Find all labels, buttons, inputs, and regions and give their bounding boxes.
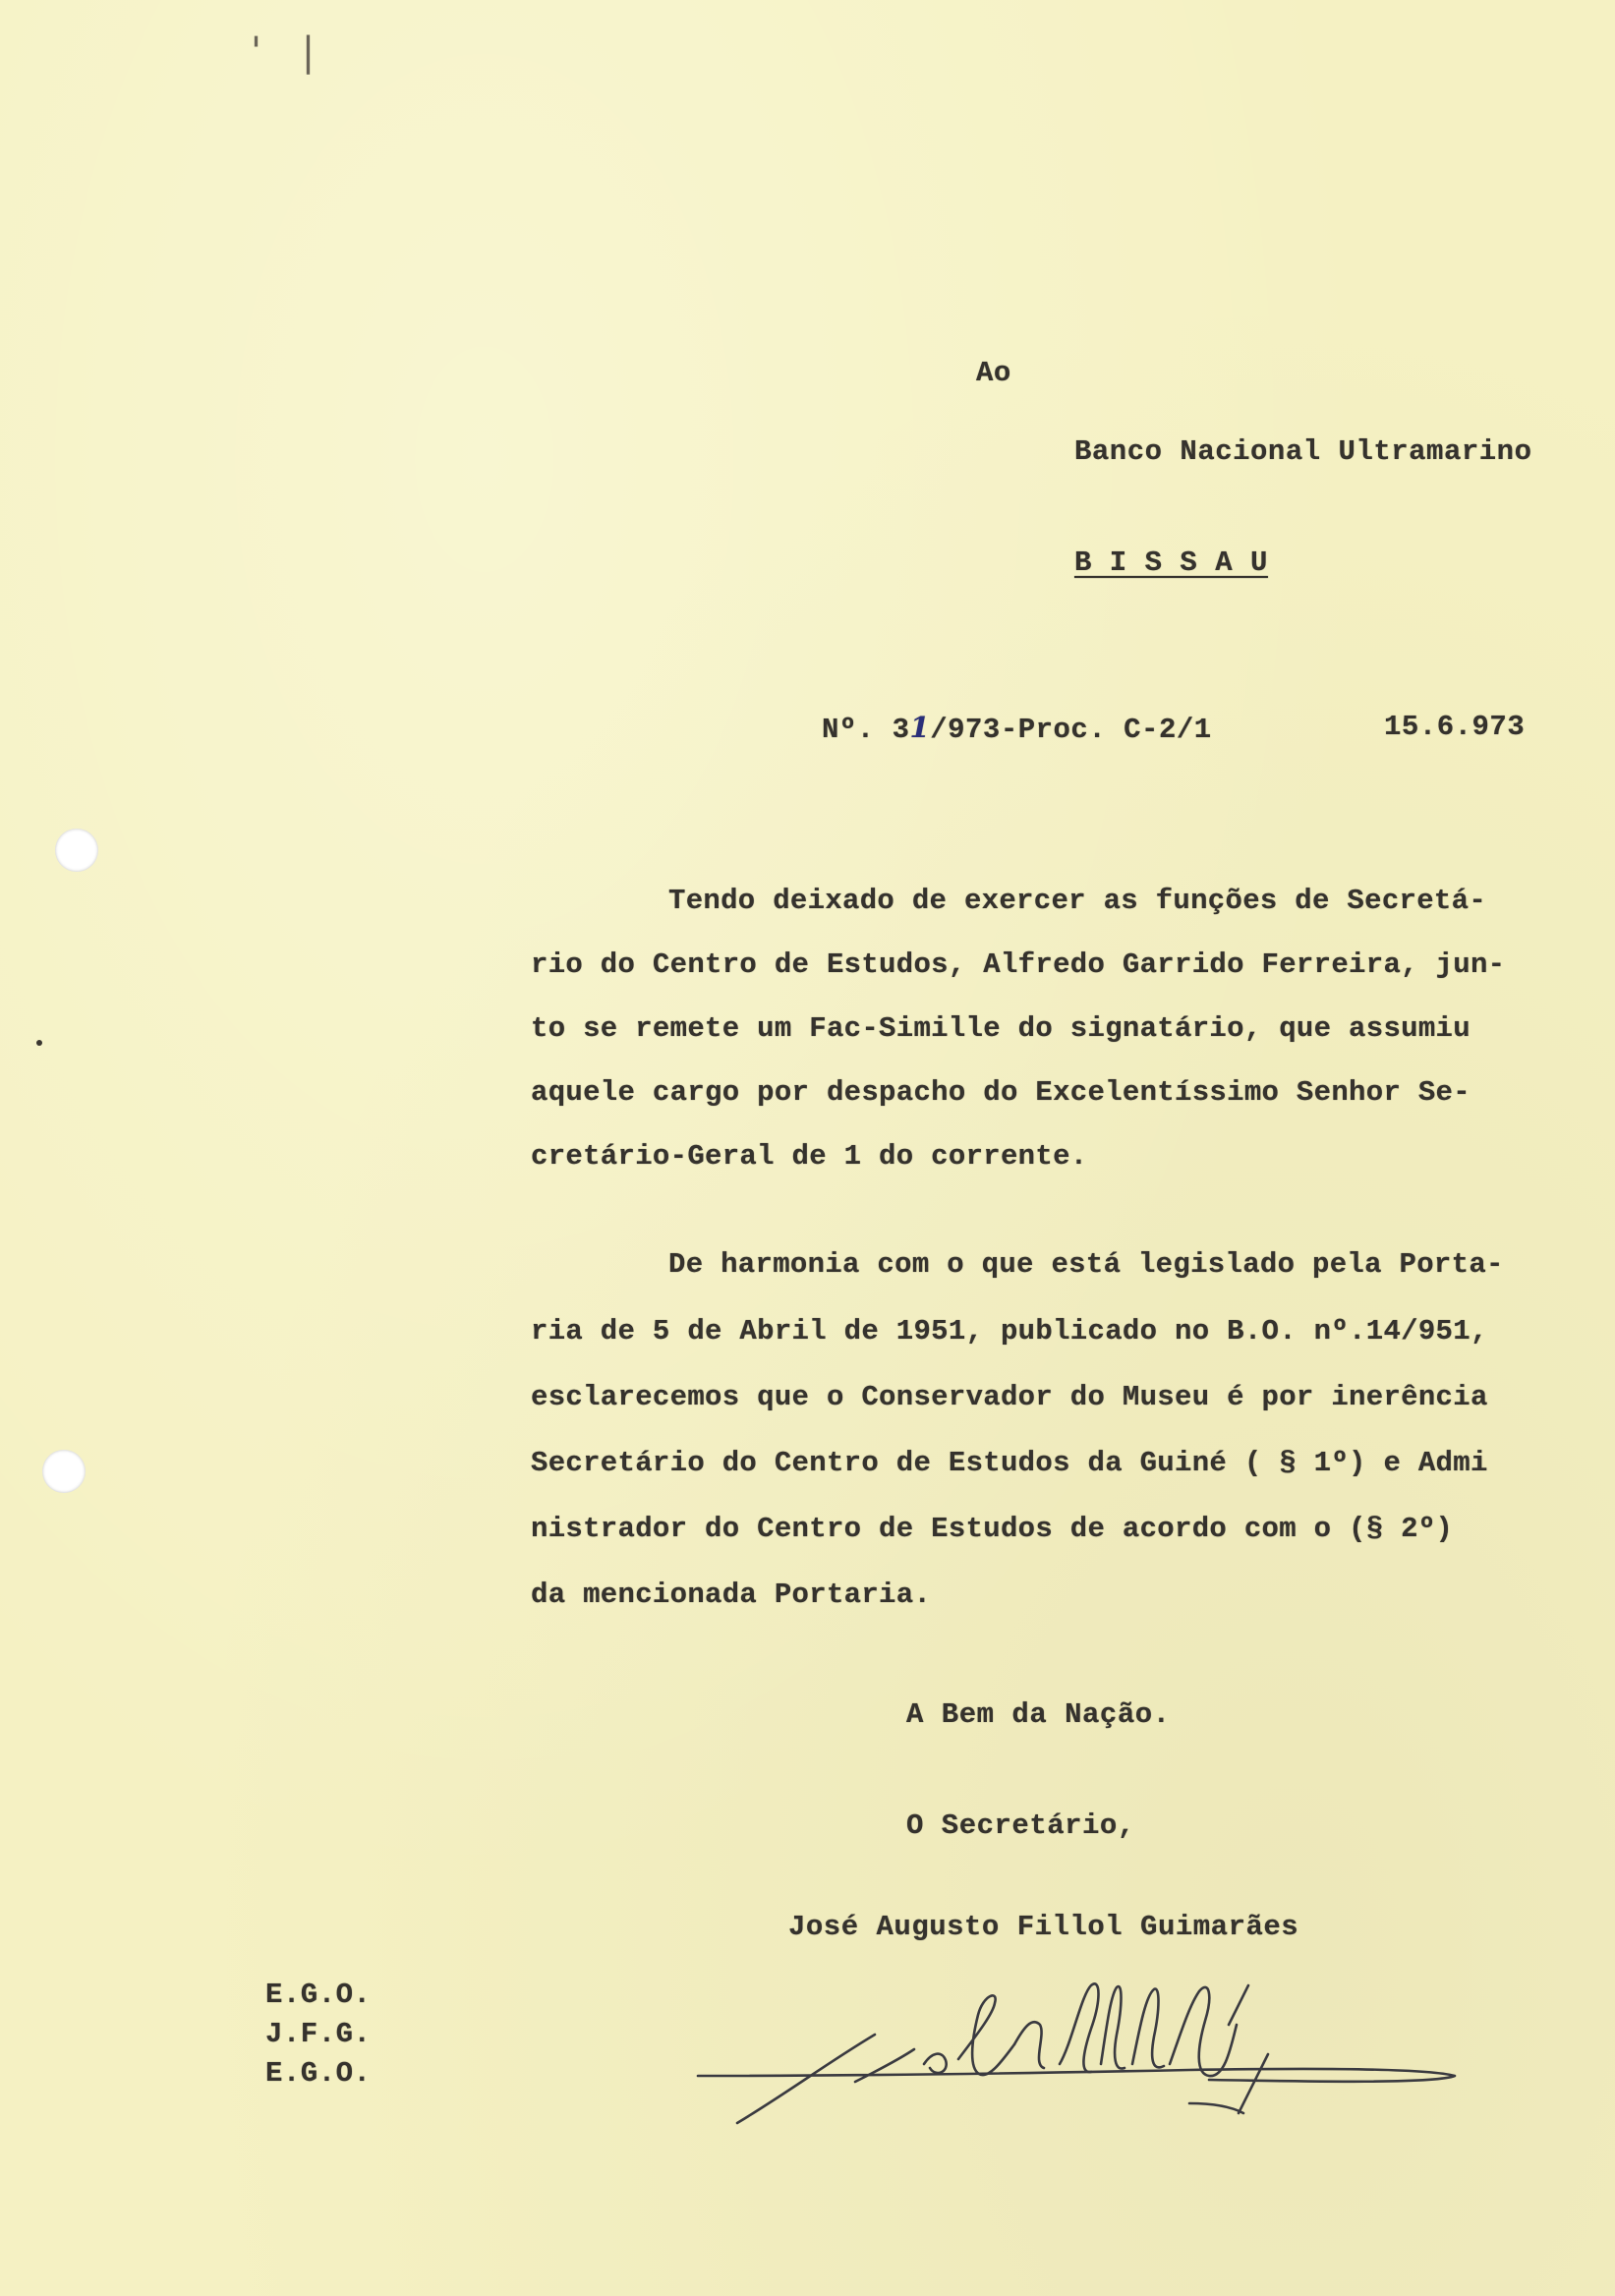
reference-prefix: Nº. 3 bbox=[822, 714, 910, 746]
closing-line: A Bem da Nação. bbox=[906, 1698, 1171, 1731]
salutation: Ao bbox=[976, 357, 1011, 389]
initials-line: E.G.O. bbox=[265, 1979, 372, 2011]
paragraph2-line: esclarecemos que o Conservador do Museu é por inerência bbox=[531, 1381, 1488, 1413]
punch-hole-top bbox=[55, 829, 98, 872]
paragraph1-line: to se remete um Fac-Simille do signatário, que assumiu bbox=[531, 1012, 1471, 1045]
initials-line: E.G.O. bbox=[265, 2057, 372, 2090]
corner-marks: ' | bbox=[251, 29, 329, 75]
paragraph2-line: ria de 5 de Abril de 1951, publicado no B.O. nº.14/951, bbox=[531, 1315, 1488, 1348]
signer-title: O Secretário, bbox=[906, 1809, 1135, 1842]
reference-line bbox=[822, 711, 1212, 746]
paragraph1-line: rio do Centro de Estudos, Alfredo Garrido Ferreira, jun- bbox=[531, 948, 1506, 981]
paragraph1-line: aquele cargo por despacho do Excelentíssimo Senhor Se- bbox=[531, 1076, 1471, 1109]
paper-speck bbox=[36, 1040, 42, 1046]
reference-handwritten-digit: 1 bbox=[909, 711, 931, 744]
paragraph1-line: cretário-Geral de 1 do corrente. bbox=[531, 1140, 1088, 1173]
recipient-name: Banco Nacional Ultramarino bbox=[1074, 435, 1532, 468]
reference-suffix: /973-Proc. C-2/1 bbox=[930, 714, 1212, 746]
handwritten-signature bbox=[678, 1966, 1484, 2152]
punch-hole-bottom bbox=[42, 1450, 86, 1493]
paragraph2-line: da mencionada Portaria. bbox=[531, 1578, 932, 1611]
paragraph1-line: Tendo deixado de exercer as funções de Secretá- bbox=[668, 885, 1487, 917]
paragraph2-line: nistrador do Centro de Estudos de acordo com o (§ 2º) bbox=[531, 1513, 1454, 1545]
signer-name: José Augusto Fillol Guimarães bbox=[788, 1911, 1299, 1943]
recipient-city: B I S S A U bbox=[1074, 546, 1268, 579]
letter-date: 15.6.973 bbox=[1384, 711, 1526, 743]
initials-line: J.F.G. bbox=[265, 2018, 372, 2050]
paragraph2-line: De harmonia com o que está legislado pela Porta- bbox=[668, 1248, 1504, 1281]
paragraph2-line: Secretário do Centro de Estudos da Guiné ( § 1º) e Admi bbox=[531, 1447, 1488, 1479]
